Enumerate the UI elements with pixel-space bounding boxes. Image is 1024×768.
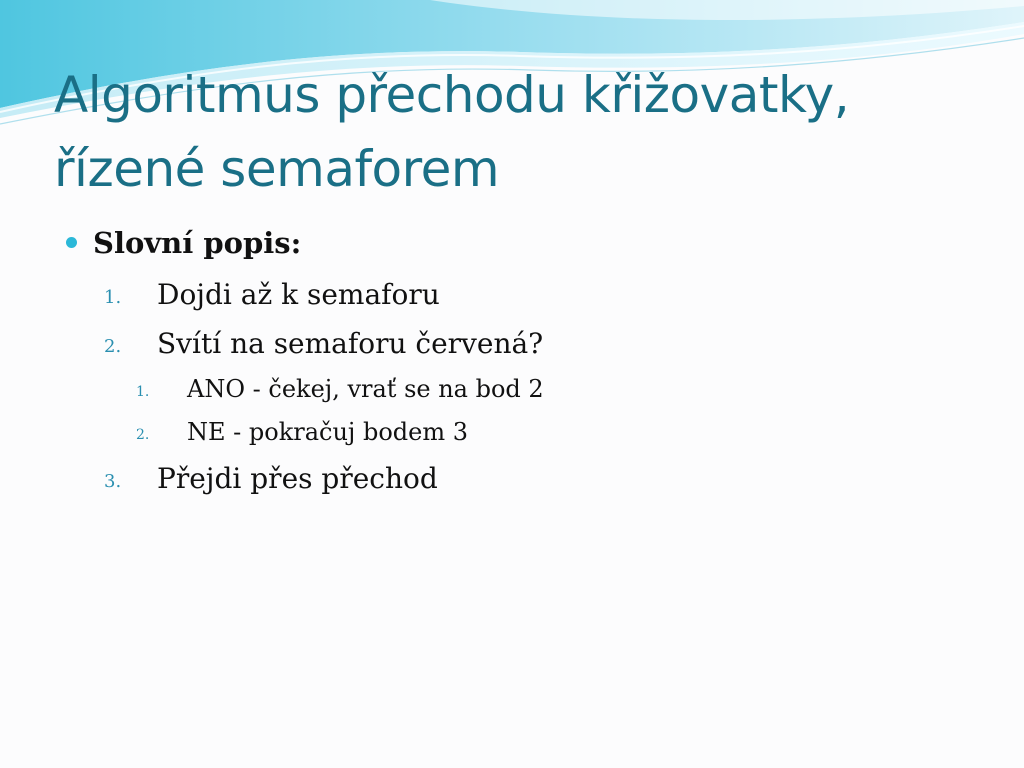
title-line-2: řízené semaforem [54,140,500,198]
list-item-text: Dojdi až k semaforu [157,278,440,311]
sublist-item-number: 2. [136,427,150,443]
sublist-item-text: NE - pokračuj bodem 3 [187,418,469,446]
sublist-item-text: ANO - čekej, vrať se na bod 2 [187,375,544,403]
slide-title [54,58,994,206]
section-heading: Slovní popis: [93,226,302,260]
list-item-text: Přejdi přes přechod [157,462,438,495]
list-item-text: Svítí na semaforu červená? [157,327,544,360]
sublist-item-number: 1. [136,384,150,400]
list-item-number: 1. [104,287,122,308]
title-line-1: Algoritmus přechodu křižovatky, [54,66,850,124]
list-item-number: 3. [104,471,122,492]
list-item-number: 2. [104,336,122,357]
bullet-dot-icon [66,237,77,248]
